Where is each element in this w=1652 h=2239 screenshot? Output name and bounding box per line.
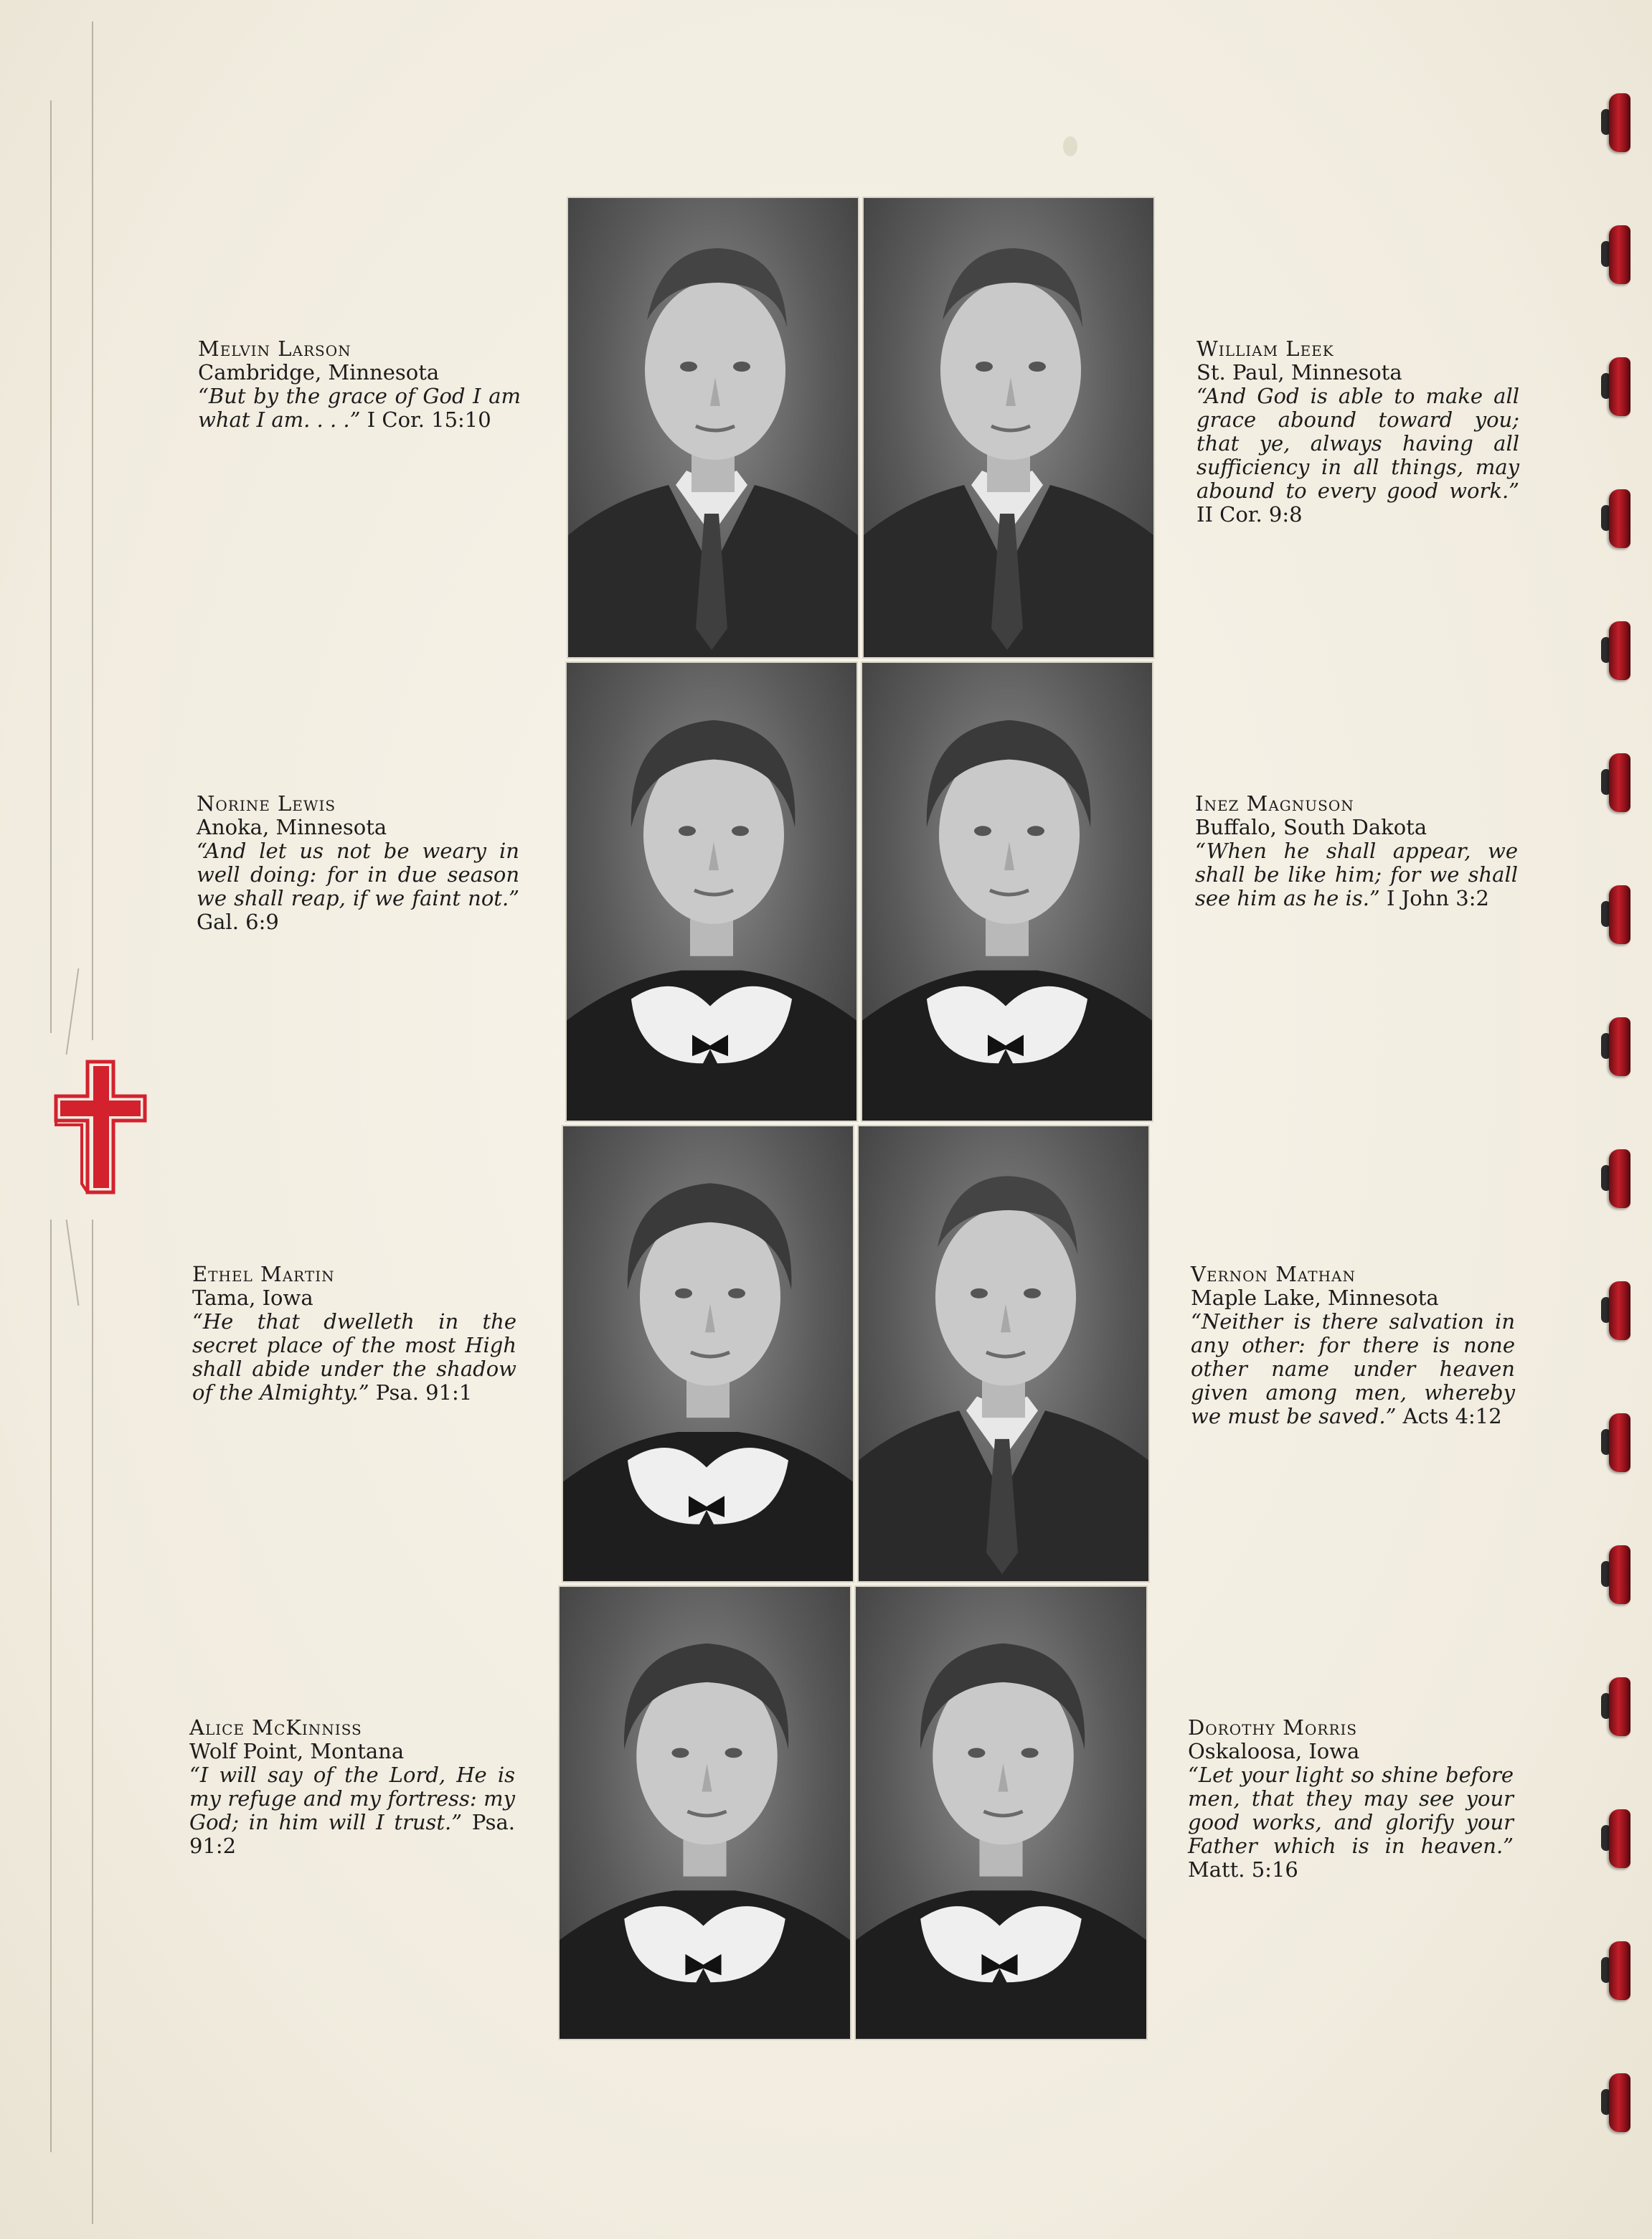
verse-text: “Let your light so shine before men, that they may see your good works, and glorify your Father which is in heaven.” — [1188, 1763, 1514, 1858]
paper-spot — [1063, 136, 1077, 156]
student-name: Vernon Mathan — [1191, 1262, 1356, 1286]
verse-text: “And God is able to make all grace abound toward you; that ye, always having all sufficiency in all things, may abound to every good work.” — [1196, 384, 1519, 503]
student-portrait — [568, 198, 858, 657]
red-cross-icon — [50, 1056, 151, 1199]
binding-ring — [1609, 1281, 1630, 1340]
verse-reference: Gal. 6:9 — [197, 910, 279, 934]
portrait-photo — [567, 663, 856, 1121]
left-rule-inner — [92, 22, 93, 1040]
verse-text: “I will say of the Lord, He is my refuge and my fortress: my God; in him will I trust.” — [189, 1763, 515, 1834]
portrait-photo — [563, 1126, 853, 1581]
student-caption — [1191, 1263, 1515, 1428]
student-verse — [198, 385, 521, 432]
student-portrait — [864, 198, 1153, 657]
verse-text: “Neither is there salvation in any other: for there is none other name under heaven given among men, whereby we must be saved.” — [1191, 1309, 1515, 1428]
left-rule-inner-lower — [92, 1220, 93, 2224]
student-portrait — [567, 663, 856, 1121]
binding-ring — [1609, 1545, 1630, 1604]
portrait-photo — [856, 1587, 1146, 2039]
student-name: Ethel Martin — [192, 1262, 335, 1286]
binding-ring — [1609, 93, 1630, 152]
verse-reference: Psa. 91:1 — [369, 1380, 473, 1405]
verse-text: “When he shall appear, we shall be like him; for we shall see him as he is.” — [1195, 839, 1518, 910]
verse-reference: Matt. 5:16 — [1188, 1857, 1298, 1882]
portrait-photo — [560, 1587, 850, 2039]
verse-reference: I Cor. 15:10 — [360, 407, 491, 432]
student-name: Norine Lewis — [197, 791, 336, 816]
binding-ring — [1609, 1677, 1630, 1736]
student-verse — [1191, 1310, 1515, 1428]
left-rule-outer — [50, 100, 52, 1033]
binding-ring — [1609, 1149, 1630, 1208]
student-hometown: Maple Lake, Minnesota — [1191, 1286, 1439, 1310]
student-caption — [1196, 337, 1519, 527]
student-name: Alice McKinniss — [189, 1715, 362, 1740]
student-verse — [1195, 839, 1518, 910]
student-portrait — [856, 1587, 1146, 2039]
student-caption — [189, 1716, 515, 1858]
binding-ring — [1609, 753, 1630, 812]
verse-reference: I John 3:2 — [1379, 886, 1489, 910]
student-portrait — [862, 663, 1152, 1121]
student-caption — [1195, 792, 1518, 910]
binding-ring — [1609, 1413, 1630, 1472]
student-name: Dorothy Morris — [1188, 1715, 1358, 1740]
student-verse — [1188, 1763, 1514, 1882]
student-caption — [1188, 1716, 1514, 1882]
student-caption — [198, 337, 521, 432]
verse-text: “He that dwelleth in the secret place of the most High shall abide under the shadow of the Almighty.” — [192, 1309, 516, 1405]
student-name: Inez Magnuson — [1195, 791, 1354, 816]
verse-reference: Acts 4:12 — [1396, 1404, 1502, 1428]
student-hometown: Cambridge, Minnesota — [198, 360, 440, 385]
student-name: William Leek — [1196, 336, 1334, 361]
student-name: Melvin Larson — [198, 336, 351, 361]
student-portrait — [859, 1126, 1148, 1581]
student-hometown: St. Paul, Minnesota — [1196, 360, 1402, 385]
student-hometown: Anoka, Minnesota — [197, 815, 387, 839]
student-verse — [192, 1310, 516, 1405]
student-portrait — [563, 1126, 853, 1581]
verse-reference: II Cor. 9:8 — [1196, 502, 1303, 527]
student-hometown: Tama, Iowa — [192, 1286, 313, 1310]
portrait-photo — [864, 198, 1153, 657]
binding-ring — [1609, 225, 1630, 284]
verse-text: “But by the grace of God I am what I am. . . .” — [198, 384, 521, 432]
binding-ring — [1609, 621, 1630, 680]
portrait-photo — [568, 198, 858, 657]
binding-ring — [1609, 1017, 1630, 1076]
student-verse — [189, 1763, 515, 1858]
binding-ring — [1609, 2073, 1630, 2132]
binding-ring — [1609, 1941, 1630, 2000]
left-rule-outer-lower — [50, 1220, 52, 2152]
binding-ring — [1609, 885, 1630, 944]
student-hometown: Buffalo, South Dakota — [1195, 815, 1427, 839]
student-hometown: Oskaloosa, Iowa — [1188, 1739, 1360, 1763]
verse-reference: Psa. 91:2 — [189, 1810, 515, 1858]
student-verse — [197, 839, 519, 934]
student-verse — [1196, 385, 1519, 527]
verse-text: “And let us not be weary in well doing: for in due season we shall reap, if we faint not.” — [197, 839, 519, 910]
portrait-photo — [862, 663, 1152, 1121]
student-portrait — [560, 1587, 850, 2039]
binding-ring — [1609, 1809, 1630, 1868]
binding-ring — [1609, 489, 1630, 548]
student-hometown: Wolf Point, Montana — [189, 1739, 405, 1763]
binding-ring — [1609, 357, 1630, 416]
portrait-photo — [859, 1126, 1148, 1581]
student-caption — [197, 792, 519, 934]
student-caption — [192, 1263, 516, 1405]
